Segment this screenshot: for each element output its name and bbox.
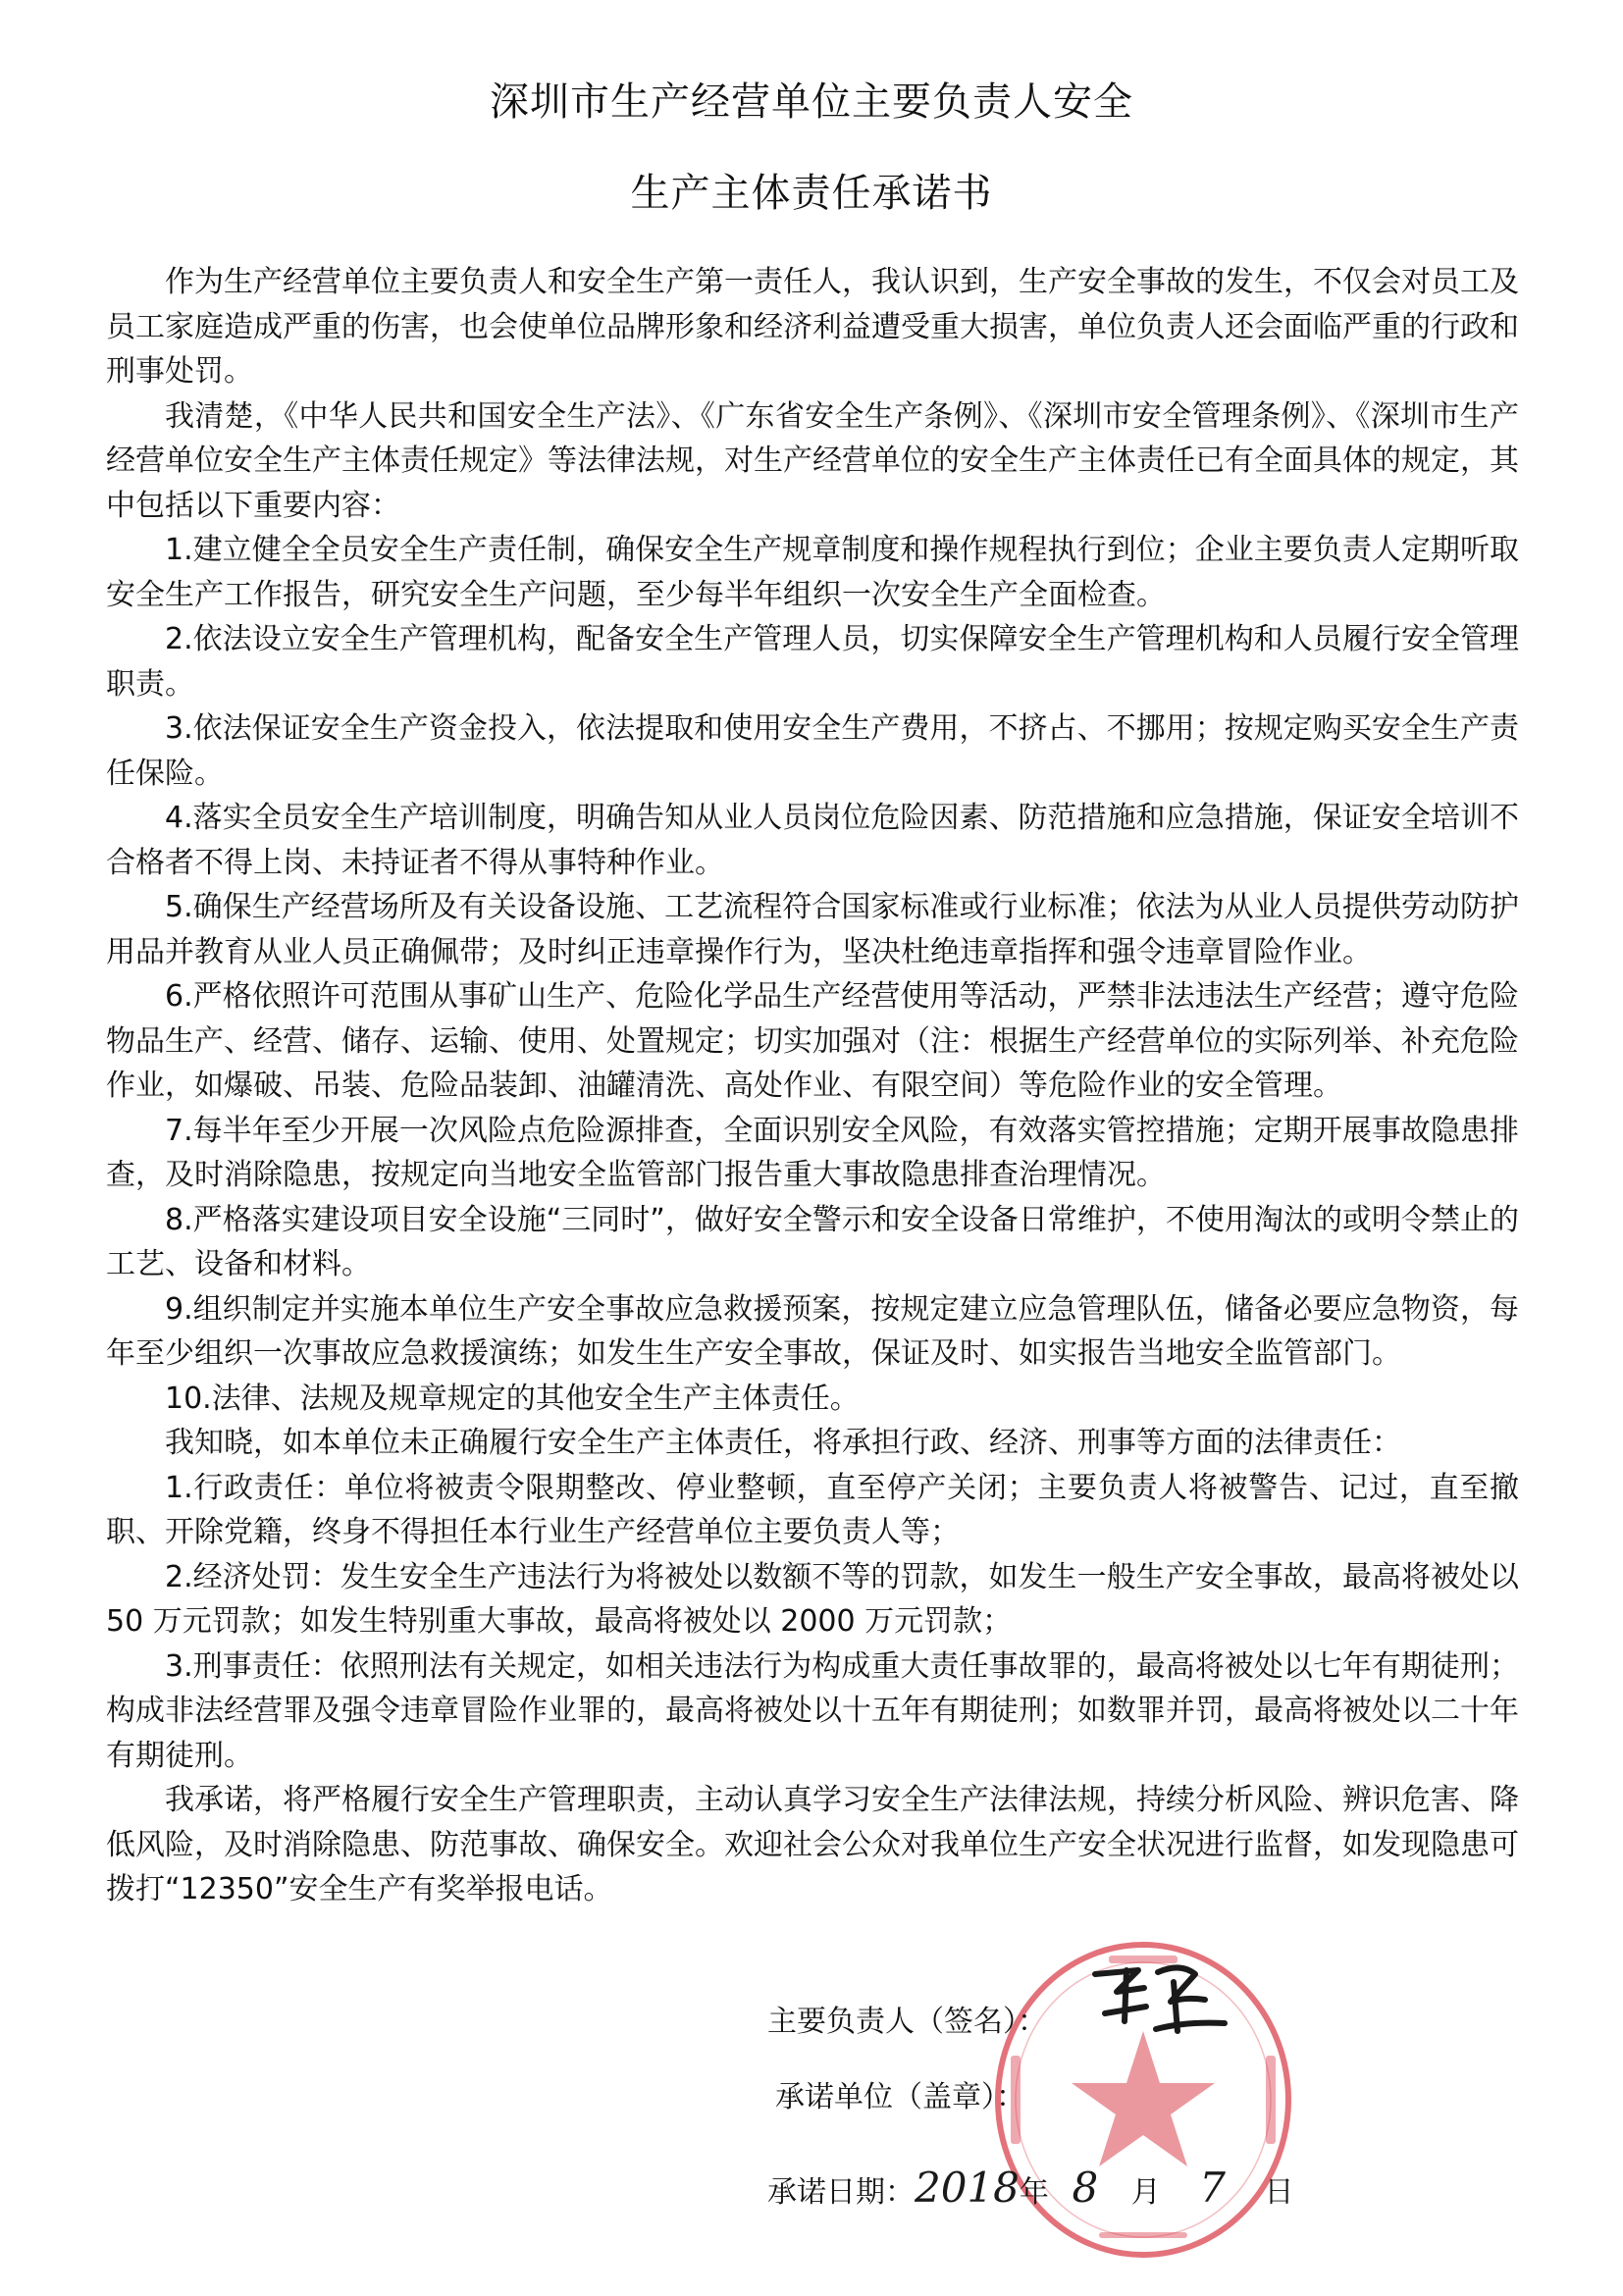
paragraph: 7.每半年至少开展一次风险点危险源排查，全面识别安全风险，有效落实管控措施；定期开展事故隐患排查，及时消除隐患，按规定向当地安全监管部门报告重大事故隐患排查治理情况。	[106, 1113, 1519, 1192]
date-day: 7	[1199, 2164, 1226, 2212]
paragraph: 8.严格落实建设项目安全设施“三同时”，做好安全警示和安全设备日常维护，不使用淘汰的或明令禁止的工艺、设备和材料。	[106, 1202, 1519, 1281]
handwritten-signature	[1087, 1953, 1234, 2041]
date-label: 承诺日期：	[767, 2175, 915, 2210]
paragraph: 6.严格依照许可范围从事矿山生产、危险化学品生产经营使用等活动，严禁非法违法生产经营；遵守危险物品生产、经营、储存、运输、使用、处置规定；切实加强对（注：根据生产经营单位的实际列举、补充危险作业，如爆破、吊装、危险品装卸、油罐清洗、高处作业、有限空间）等危险作业的安全管理。	[106, 979, 1519, 1103]
paragraph: 1.建立健全全员安全生产责任制，确保安全生产规章制度和操作规程执行到位；企业主要负责人定期听取安全生产工作报告，研究安全生产问题，至少每半年组织一次安全生产全面检查。	[106, 533, 1519, 612]
date-month-unit: 月	[1130, 2175, 1161, 2210]
date-day-unit: 日	[1264, 2175, 1294, 2210]
seal-star-icon	[1072, 2031, 1215, 2166]
date-year-unit: 年	[1019, 2175, 1049, 2210]
paragraph: 5.确保生产经营场所及有关设备设施、工艺流程符合国家标准或行业标准；依法为从业人员提供劳动防护用品并教育从业人员正确佩带；及时纠正违章操作行为，坚决杜绝违章指挥和强令违章冒险作业。	[106, 890, 1519, 969]
paragraph: 3.依法保证安全生产资金投入，依法提取和使用安全生产费用，不挤占、不挪用；按规定购买安全生产责任保险。	[106, 711, 1519, 791]
signatory-label: 主要负责人（签名）：	[767, 2005, 1047, 2039]
paragraph: 9.组织制定并实施本单位生产安全事故应急救援预案，按规定建立应急管理队伍，储备必要应急物资，每年至少组织一次事故应急救援演练；如发生生产安全事故，保证及时、如实报告当地安全监管部门。	[106, 1291, 1519, 1371]
document-title-line2: 生产主体责任承诺书	[630, 171, 993, 216]
paragraph: 我知晓，如本单位未正确履行安全生产主体责任，将承担行政、经济、刑事等方面的法律责任：	[165, 1426, 1401, 1460]
date-month: 8	[1072, 2164, 1099, 2212]
document-body	[106, 260, 1519, 1912]
paragraph: 10.法律、法规及规章规定的其他安全生产主体责任。	[165, 1381, 860, 1416]
paragraph: 4.落实全员安全生产培训制度，明确告知从业人员岗位危险因素、防范措施和应急措施，保证安全培训不合格者不得上岗、未持证者不得从事特种作业。	[106, 801, 1519, 880]
document-title-line1: 深圳市生产经营单位主要负责人安全	[490, 79, 1133, 125]
date-year: 2018	[915, 2164, 1020, 2212]
paragraph: 3.刑事责任：依照刑法有关规定，如相关违法行为构成重大责任事故罪的，最高将被处以七年有期徒刑；构成非法经营罪及强令违章冒险作业罪的，最高将被处以十五年有期徒刑；如数罪并罚，最高将被处以二十年有期徒刑。	[106, 1648, 1519, 1773]
paragraph: 2.依法设立安全生产管理机构，配备安全生产管理人员，切实保障安全生产管理机构和人员履行安全管理职责。	[106, 622, 1519, 702]
paragraph: 我承诺，将严格履行安全生产管理职责，主动认真学习安全生产法律法规，持续分析风险、辨识危害、降低风险，及时消除隐患、防范事故、确保安全。欢迎社会公众对我单位生产安全状况进行监督，如发现隐患可拨打“12350”安全生产有奖举报电话。	[106, 1783, 1519, 1906]
paragraph: 我清楚，《中华人民共和国安全生产法》、《广东省安全生产条例》、《深圳市安全管理条例》、《深圳市生产经营单位安全生产主体责任规定》等法律法规，对生产经营单位的安全生产主体责任已有全面具体的规定，其中包括以下重要内容：	[106, 398, 1519, 523]
paragraph: 1.行政责任：单位将被责令限期整改、停业整顿，直至停产关闭；主要负责人将被警告、记过，直至撤职、开除党籍，终身不得担任本行业生产经营单位主要负责人等；	[106, 1470, 1519, 1549]
unit-seal-label: 承诺单位（盖章）：	[775, 2080, 1025, 2114]
paragraph: 2.经济处罚：发生安全生产违法行为将被处以数额不等的罚款，如发生一般生产安全事故，最高将被处以 50 万元罚款；如发生特别重大事故，最高将被处以 2000 万元罚款；	[106, 1559, 1519, 1639]
commitment-date	[767, 2164, 1294, 2212]
paragraph: 作为生产经营单位主要负责人和安全生产第一责任人，我认识到，生产安全事故的发生，不仅会对员工及员工家庭造成严重的伤害，也会使单位品牌形象和经济利益遭受重大损害，单位负责人还会面临严重的行政和刑事处罚。	[106, 265, 1519, 389]
